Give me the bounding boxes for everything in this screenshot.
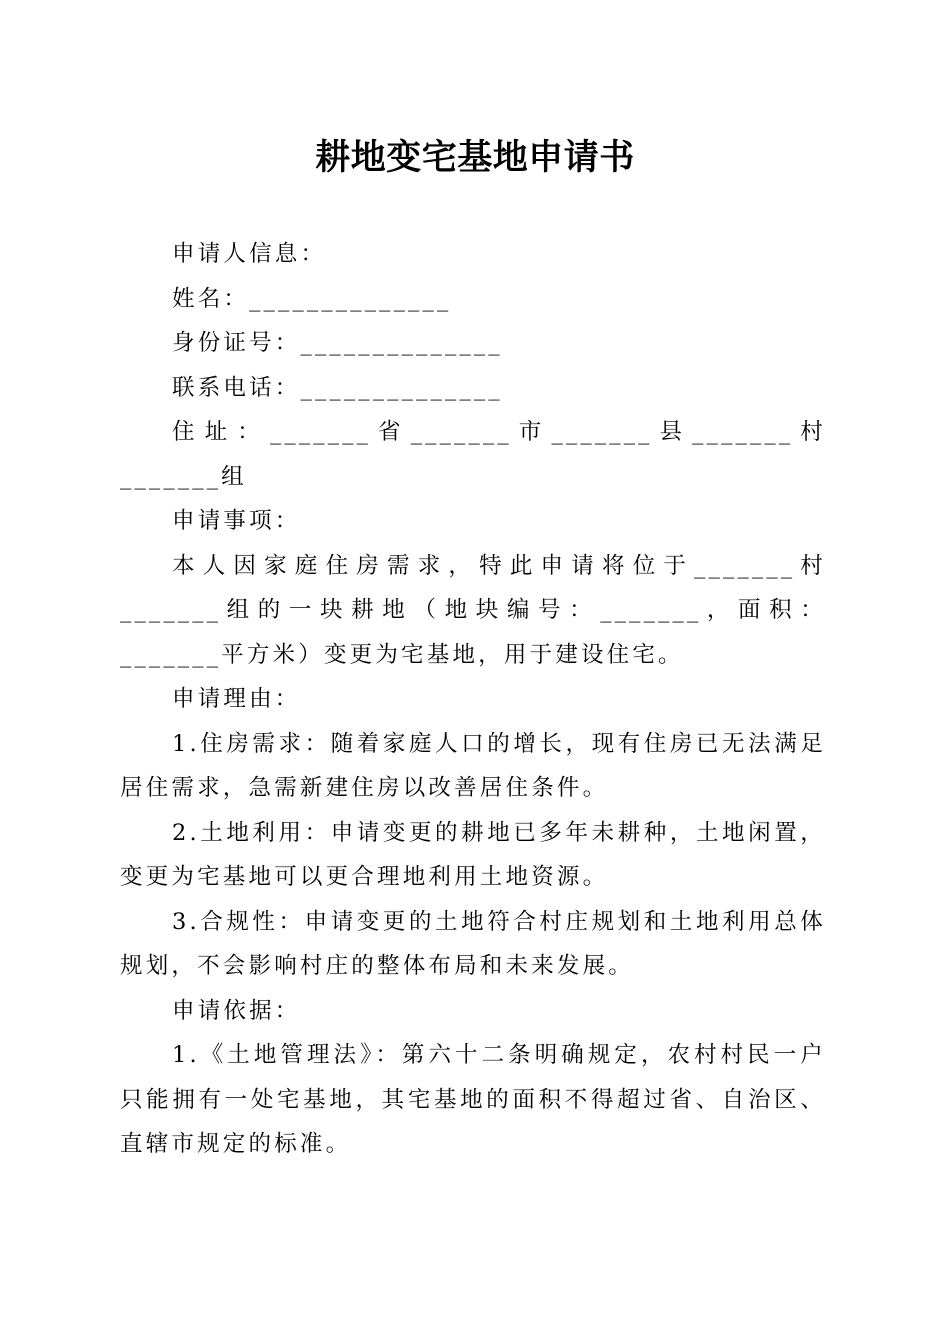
application-matter-text: 本人因家庭住房需求，特此申请将位于_______村_______组的一块耕地（地块编号：_______，面积：_______平方米）变更为宅基地，用于建设住宅。 xyxy=(120,552,826,668)
application-reason-heading: 申请理由： xyxy=(172,686,301,712)
document-body xyxy=(120,232,826,1167)
name-line: 姓名：______________ xyxy=(172,285,452,312)
phone-line: 联系电话：______________ xyxy=(172,374,503,401)
basis-item-1: 1.《土地管理法》：第六十二条明确规定，农村村民一户只能拥有一处宅基地，其宅基地的面积不得超过省、自治区、直辖市规定的标准。 xyxy=(120,1042,826,1157)
reason-item-1: 1.住房需求：随着家庭人口的增长，现有住房已无法满足居住需求，急需新建住房以改善居住条件。 xyxy=(120,730,826,801)
application-matter-heading: 申请事项： xyxy=(172,508,301,534)
reason-item-2: 2.土地利用：申请变更的耕地已多年未耕种，土地闲置，变更为宅基地可以更合理地利用土地资源。 xyxy=(120,819,826,890)
address-line: 住址：_______省_______市_______县_______村_______组 xyxy=(120,419,826,490)
document-title: 耕地变宅基地申请书 xyxy=(315,137,635,178)
reason-item-3: 3.合规性：申请变更的土地符合村庄规划和土地利用总体规划，不会影响村庄的整体布局和未来发展。 xyxy=(120,908,826,979)
applicant-info-heading: 申请人信息： xyxy=(172,241,327,267)
id-number-line: 身份证号：______________ xyxy=(172,330,503,356)
application-basis-heading: 申请依据： xyxy=(172,997,301,1024)
